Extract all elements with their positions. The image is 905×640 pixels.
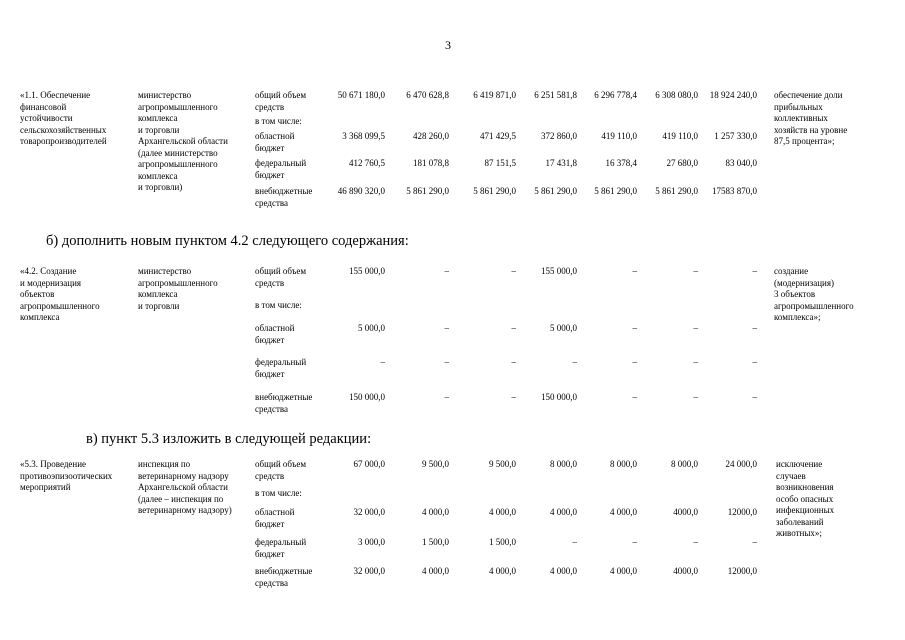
row-label: общий объем средств	[255, 90, 307, 112]
value-cell: 5 000,0	[550, 323, 577, 333]
value-cell: 1 257 330,0	[714, 131, 757, 141]
value-cell: –	[511, 357, 516, 367]
value-cell: 471 429,5	[480, 131, 516, 141]
section-2-executor: министерство агропромышленного комплекса и торговли	[138, 266, 218, 311]
heading-b: б) дополнить новым пунктом 4.2 следующего содержания:	[46, 233, 409, 249]
value-cell: 4000,0	[673, 566, 698, 576]
section-2-measure: «4.2. Создание и модернизация объектов агропромышленного комплекса	[20, 266, 100, 322]
section-3-result: исключение случаев возникновения особо опасных инфекционных заболеваний животных»;	[776, 459, 835, 538]
section-2-result: создание (модернизация) 3 объектов агропромышленного комплекса»;	[774, 266, 854, 322]
value-cell: 5 000,0	[358, 323, 385, 333]
value-cell: –	[752, 323, 757, 333]
row-label: в том числе:	[255, 300, 302, 310]
value-cell: 32 000,0	[353, 566, 385, 576]
section-3-executor: инспекция по ветеринарному надзору Архангельской области (далее – инспекция по ветеринарному надзору)	[138, 459, 232, 515]
value-cell: –	[572, 537, 577, 547]
value-cell: 428 260,0	[413, 131, 449, 141]
value-cell: 419 110,0	[601, 131, 637, 141]
value-cell: –	[752, 357, 757, 367]
value-cell: 155 000,0	[349, 266, 385, 276]
row-label: внебюджетные средства	[255, 566, 313, 588]
value-cell: 5 861 290,0	[473, 186, 516, 196]
value-cell: 5 861 290,0	[594, 186, 637, 196]
value-cell: –	[693, 357, 698, 367]
value-cell: 9 500,0	[489, 459, 516, 469]
heading-v: в) пункт 5.3 изложить в следующей редакции:	[86, 431, 372, 447]
value-cell: 6 251 581,8	[534, 90, 577, 100]
value-cell: 5 861 290,0	[406, 186, 449, 196]
section-1-measure: «1.1. Обеспечение финансовой устойчивости сельскохозяйственных товаропроизводителей	[20, 90, 107, 146]
row-label: общий объем средств	[255, 459, 307, 481]
value-cell: –	[444, 266, 449, 276]
value-cell: 50 671 180,0	[337, 90, 385, 100]
value-cell: 6 296 778,4	[594, 90, 637, 100]
value-cell: –	[752, 392, 757, 402]
value-cell: –	[632, 357, 637, 367]
value-cell: –	[380, 357, 385, 367]
row-label: федеральный бюджет	[255, 357, 307, 379]
value-cell: –	[632, 392, 637, 402]
value-cell: 83 040,0	[725, 158, 757, 168]
value-cell: –	[632, 266, 637, 276]
value-cell: –	[632, 323, 637, 333]
row-label: внебюджетные средства	[255, 392, 313, 414]
value-cell: –	[511, 392, 516, 402]
value-cell: 155 000,0	[541, 266, 577, 276]
value-cell: –	[752, 537, 757, 547]
value-cell: 8 000,0	[610, 459, 637, 469]
value-cell: 4000,0	[673, 507, 698, 517]
page-number: 3	[445, 38, 451, 52]
value-cell: 4 000,0	[489, 566, 516, 576]
value-cell: –	[752, 266, 757, 276]
value-cell: 6 419 871,0	[473, 90, 516, 100]
section-3-measure: «5.3. Проведение противоэпизоотических мероприятий	[20, 459, 113, 492]
value-cell: –	[693, 323, 698, 333]
value-cell: 1 500,0	[422, 537, 449, 547]
section-1-executor: министерство агропромышленного комплекса и торговли Архангельской области (далее министерство агропромышленного комплекса и торговли)	[138, 90, 228, 192]
value-cell: 12000,0	[727, 566, 757, 576]
value-cell: –	[444, 392, 449, 402]
value-cell: 9 500,0	[422, 459, 449, 469]
value-cell: 17583 870,0	[712, 186, 757, 196]
row-label: областной бюджет	[255, 507, 295, 529]
value-cell: 67 000,0	[353, 459, 385, 469]
value-cell: 4 000,0	[550, 566, 577, 576]
value-cell: 27 680,0	[666, 158, 698, 168]
value-cell: –	[693, 266, 698, 276]
section-1-result: обеспечение доли прибыльных коллективных хозяйств на уровне 87,5 процента»;	[774, 90, 848, 146]
value-cell: –	[693, 392, 698, 402]
value-cell: 4 000,0	[550, 507, 577, 517]
value-cell: 16 378,4	[605, 158, 637, 168]
value-cell: 412 760,5	[349, 158, 385, 168]
value-cell: –	[632, 537, 637, 547]
value-cell: –	[444, 323, 449, 333]
value-cell: –	[572, 357, 577, 367]
row-label: внебюджетные средства	[255, 186, 313, 208]
row-label: общий объем средств	[255, 266, 307, 288]
value-cell: 24 000,0	[725, 459, 757, 469]
value-cell: 5 861 290,0	[655, 186, 698, 196]
value-cell: 372 860,0	[541, 131, 577, 141]
row-label: федеральный бюджет	[255, 537, 307, 559]
value-cell: –	[693, 537, 698, 547]
value-cell: 4 000,0	[422, 566, 449, 576]
value-cell: 3 368 099,5	[342, 131, 385, 141]
value-cell: 6 470 628,8	[406, 90, 449, 100]
value-cell: –	[444, 357, 449, 367]
row-label: в том числе:	[255, 116, 302, 126]
value-cell: 32 000,0	[353, 507, 385, 517]
value-cell: 8 000,0	[550, 459, 577, 469]
value-cell: 1 500,0	[489, 537, 516, 547]
value-cell: 18 924 240,0	[709, 90, 757, 100]
value-cell: 4 000,0	[489, 507, 516, 517]
value-cell: 5 861 290,0	[534, 186, 577, 196]
value-cell: 6 308 080,0	[655, 90, 698, 100]
row-label: федеральный бюджет	[255, 158, 307, 180]
value-cell: –	[511, 266, 516, 276]
value-cell: 46 890 320,0	[337, 186, 385, 196]
value-cell: 4 000,0	[610, 566, 637, 576]
row-label: областной бюджет	[255, 323, 295, 345]
value-cell: 8 000,0	[671, 459, 698, 469]
value-cell: 4 000,0	[422, 507, 449, 517]
value-cell: 12000,0	[727, 507, 757, 517]
value-cell: 150 000,0	[349, 392, 385, 402]
value-cell: 181 078,8	[413, 158, 449, 168]
value-cell: 87 151,5	[484, 158, 516, 168]
value-cell: 4 000,0	[610, 507, 637, 517]
value-cell: 3 000,0	[358, 537, 385, 547]
value-cell: 17 431,8	[545, 158, 577, 168]
value-cell: –	[511, 323, 516, 333]
value-cell: 419 110,0	[662, 131, 698, 141]
value-cell: 150 000,0	[541, 392, 577, 402]
row-label: в том числе:	[255, 488, 302, 498]
row-label: областной бюджет	[255, 131, 295, 153]
